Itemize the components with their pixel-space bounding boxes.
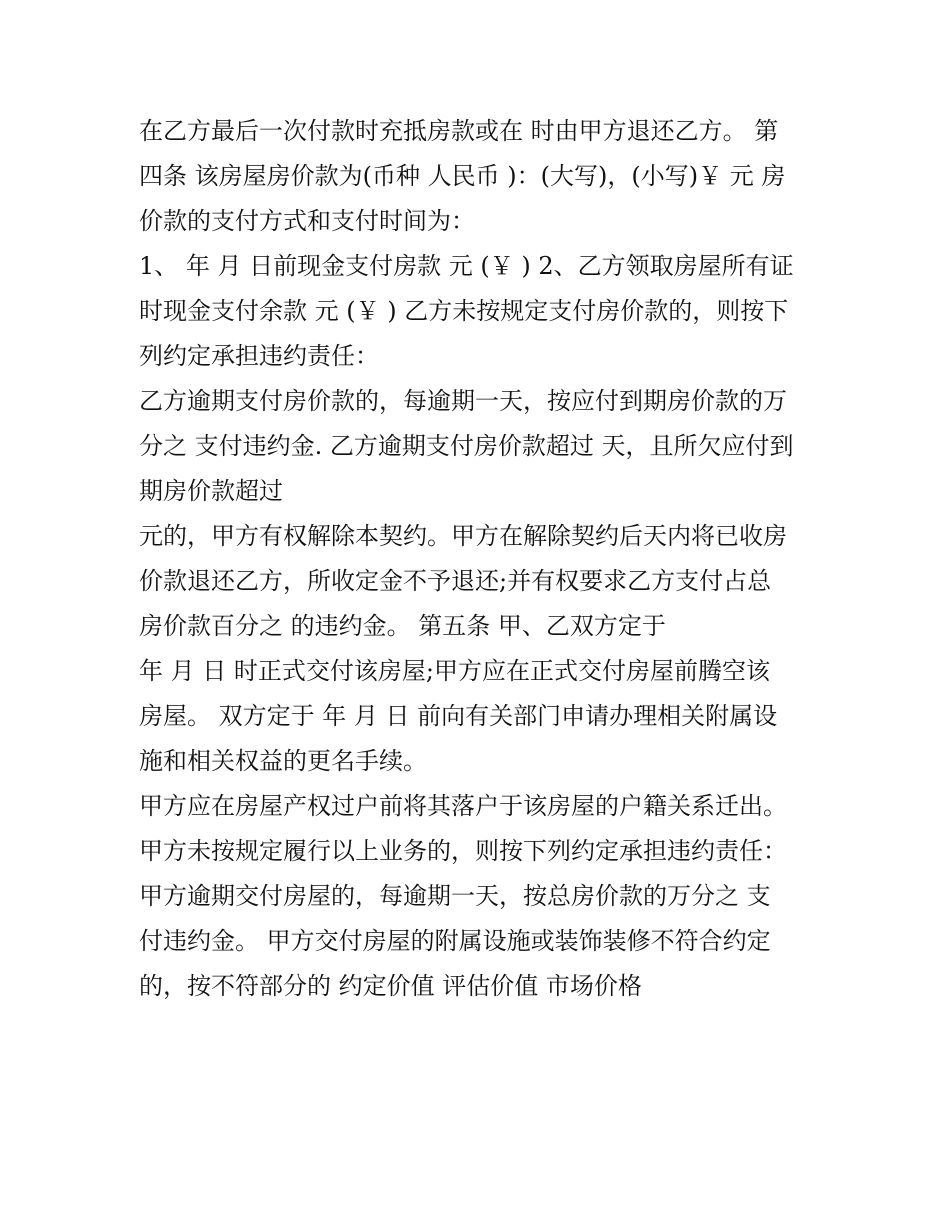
text-line-1: 在乙方最后一次付款时充抵房款或在 时由甲方退还乙方。 第: [139, 117, 779, 145]
text-line-16: 甲方应在房屋产权过户前将其落户于该房屋的户籍关系迁出。: [139, 792, 787, 820]
text-line-12: 房价款百分之 的违约金。 第五条 甲、乙双方定于: [139, 612, 666, 640]
text-line-8: 分之 支付违约金. 乙方逾期支付房价款超过 天，且所欠应付到: [139, 432, 794, 460]
text-line-14: 房屋。 双方定于 年 月 日 前向有关部门申请办理相关附属设: [139, 702, 778, 730]
text-line-15: 施和相关权益的更名手续。: [139, 747, 427, 775]
text-line-7: 乙方逾期支付房价款的，每逾期一天，按应付到期房价款的万: [139, 387, 787, 415]
text-line-4: 1、 年 月 日前现金支付房款 元 (￥ ) 2、乙方领取房屋所有证: [139, 252, 794, 280]
text-line-19: 付违约金。 甲方交付房屋的附属设施或装饰装修不符合约定: [139, 927, 771, 955]
text-line-10: 元的，甲方有权解除本契约。甲方在解除契约后天内将已收房: [139, 522, 787, 550]
text-line-13: 年 月 日 时正式交付该房屋;甲方应在正式交付房屋前腾空该: [139, 657, 770, 685]
text-line-3: 价款的支付方式和支付时间为：: [139, 207, 475, 235]
contract-text-body: [139, 109, 819, 1009]
text-line-18: 甲方逾期交付房屋的，每逾期一天，按总房价款的万分之 支: [139, 882, 771, 910]
text-line-2: 四条 该房屋房价款为(币种 人民币 )：(大写)，(小写)￥ 元 房: [139, 162, 786, 190]
text-line-20: 的，按不符部分的 约定价值 评估价值 市场价格: [139, 972, 642, 1000]
text-line-9: 期房价款超过: [139, 477, 283, 505]
text-line-11: 价款退还乙方，所收定金不予退还;并有权要求乙方支付占总: [139, 567, 772, 595]
text-line-6: 列约定承担违约责任：: [139, 342, 379, 370]
text-line-17: 甲方未按规定履行以上业务的，则按下列约定承担违约责任：: [139, 837, 787, 865]
text-line-5: 时现金支付余款 元 (￥ ) 乙方未按规定支付房价款的，则按下: [139, 297, 789, 325]
